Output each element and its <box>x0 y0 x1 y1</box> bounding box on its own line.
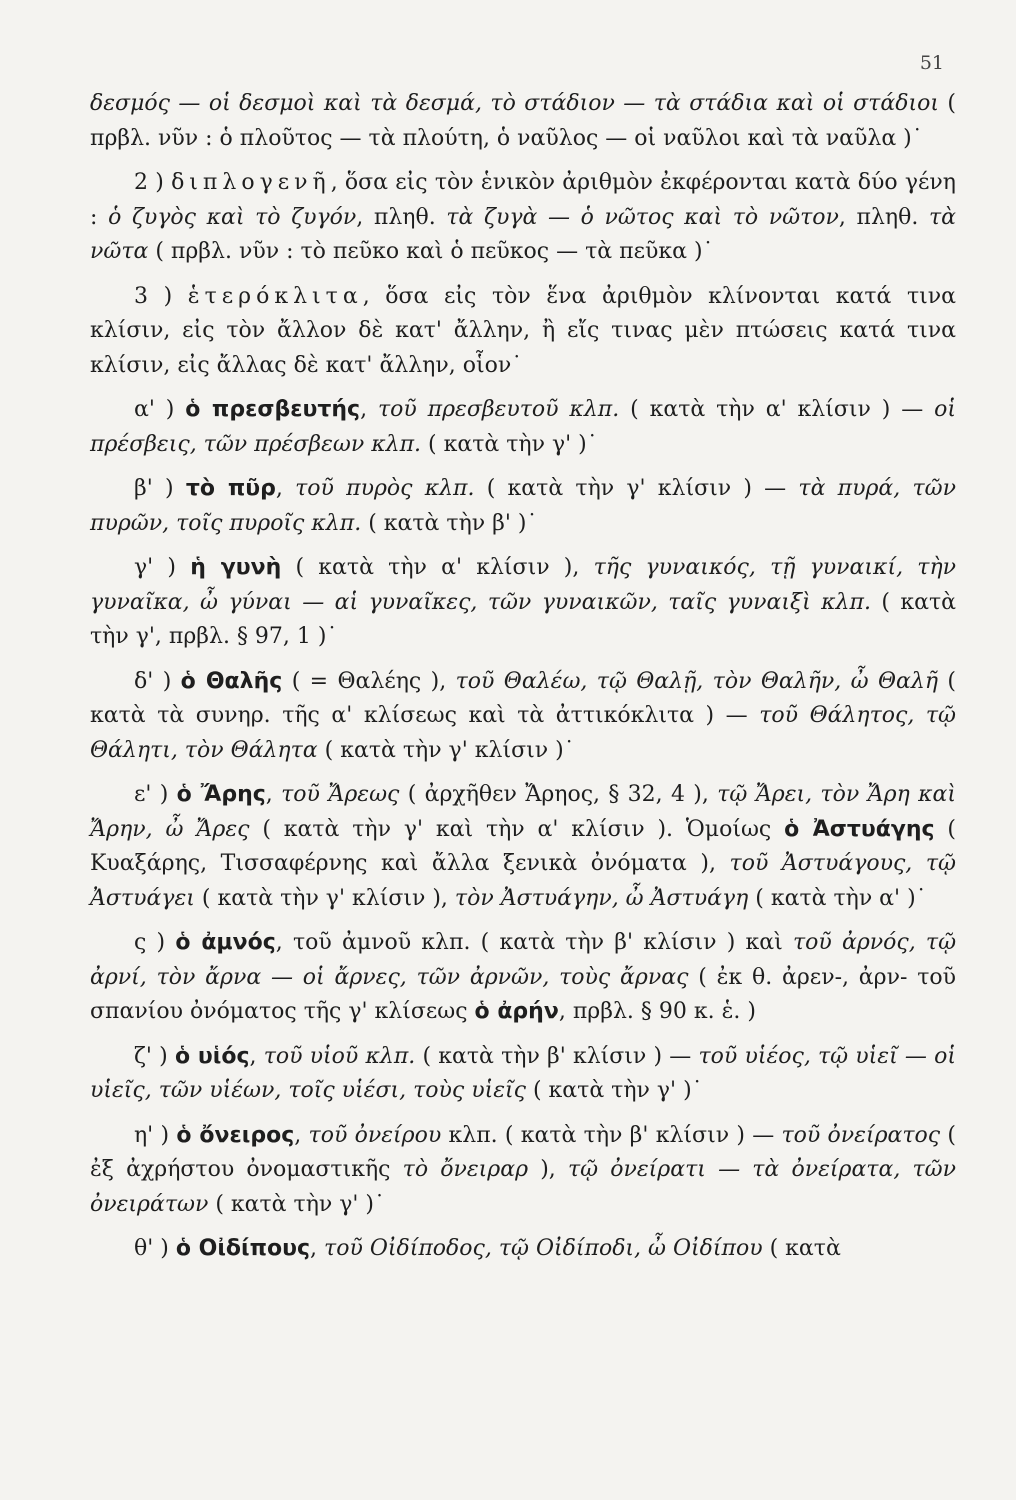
text-run: 3 ) <box>134 283 188 309</box>
text-run: γ' ) <box>134 555 191 580</box>
paragraph <box>90 472 956 541</box>
paragraph <box>90 1232 956 1267</box>
text-run: ( κατὰ τὴν γ' κλίσιν )˙ <box>317 737 575 763</box>
greek-example: οἱ πρέσβεις, τῶν πρέσβεων κλπ. <box>90 397 956 457</box>
text-run: κλπ. ( κατὰ τὴν β' κλίσιν ) — <box>441 1122 782 1148</box>
greek-example: δεσμός — οἱ δεσμοὶ καὶ τὰ δεσμά, τὸ στάδιον — τὰ στάδια καὶ οἱ στάδιοι <box>90 91 939 116</box>
text-run: ( κατὰ τὴν γ' )˙ <box>421 431 598 457</box>
headword: ὁ ἀμνός <box>175 930 276 955</box>
text-run: δ' ) <box>134 668 181 694</box>
text-run: , πληθ. <box>356 204 447 230</box>
greek-example: τοῦ Οἰδίποδος, τῷ Οἰδίποδι, ὦ Οἰδίπου <box>324 1236 763 1261</box>
text-run: ( κατὰ τὴν β' )˙ <box>361 510 538 536</box>
text-run: ( κατὰ τὴν γ' καὶ τὴν α' κλίσιν ). Ὁμοίως <box>249 816 785 842</box>
greek-example: τὰ πυρά, τῶν πυρῶν, τοῖς πυροῖς κλπ. <box>90 476 956 536</box>
text-run: , πληθ. <box>838 204 929 230</box>
paragraph <box>90 280 956 384</box>
greek-example: τῷ ὀνείρατι — τὰ ὀνείρατα, τῶν ὀνειράτων <box>90 1157 956 1217</box>
text-run: ( Κυαξάρης, Τισσαφέρνης καὶ ἄλλα ξενικὰ ὀνόματα ), <box>90 816 957 876</box>
greek-example: τοῦ υἱέος, τῷ υἱεῖ — οἱ υἱεῖς, τῶν υἱέων, τοῖς υἱέσι, τοὺς υἱεῖς <box>90 1043 956 1103</box>
greek-example: τῆς γυναικός, τῇ γυναικί, τὴν γυναῖκα, ὦ γύναι — αἱ γυναῖκες, τῶν γυναικῶν, ταῖς γυναιξὶ κλπ. <box>90 555 957 615</box>
text-run: β' ) <box>134 476 186 501</box>
text-run: ( κατὰ <box>762 1236 841 1261</box>
text-run: 2 ) <box>134 170 172 195</box>
text-run: ( κατὰ τὴν γ' κλίσιν ), <box>194 885 455 911</box>
greek-example: τῷ Ἄρει, τὸν Ἄρη καὶ Ἄρην, ὦ Ἄρες <box>90 782 957 842</box>
headword: ὁ Θαλῆς <box>180 668 283 694</box>
greek-example: τοῦ Θαλέω, τῷ Θαλῇ, τὸν Θαλῆν, ὦ Θαλῆ <box>455 668 938 694</box>
headword: ὁ πρεσβευτής <box>185 397 361 422</box>
paragraph <box>90 1119 956 1223</box>
text-run: ( ἐξ ἀχρήστου ὀνομαστικῆς <box>90 1122 956 1182</box>
text-run: η' ) <box>134 1122 177 1148</box>
greek-example: τοῦ πρεσβευτοῦ κλπ. <box>377 397 620 422</box>
text-run: ), <box>528 1157 568 1182</box>
text-run: ( κατὰ τὴν γ' )˙ <box>525 1078 703 1103</box>
headword: ὁ ὄνειρος <box>176 1122 295 1148</box>
spaced-term: ἑτερόκλιτα <box>187 283 363 309</box>
body-text <box>90 87 956 1267</box>
paragraph <box>90 778 956 916</box>
text-run: , ὅσα εἰς τὸν ἕνα ἀριθμὸν κλίνονται κατά τινα κλίσιν, εἰς τὸν ἄλλον δὲ κατ' ἄλλην, ἢ εἴς τινας μὲν πτώσεις κατά τινα κλίσιν, εἰς ἄλλας δὲ κατ' ἄλλην, οἷον˙ <box>90 283 956 378</box>
text-run: ( κατὰ τὰ συνηρ. τῆς α' κλίσεως καὶ τὰ ἀττικόκλιτα ) — <box>90 668 956 728</box>
text-run: , <box>360 397 378 422</box>
text-run: θ' ) <box>134 1236 176 1261</box>
paragraph <box>90 87 956 156</box>
headword: τὸ πῦρ <box>185 476 276 501</box>
greek-example: τοῦ ὀνείρου <box>308 1122 442 1148</box>
greek-example: τὸ ὄνειραρ <box>402 1157 529 1182</box>
text-run: ( κατὰ τὴν γ' κλίσιν ) — <box>474 476 799 501</box>
text-run: ( = Θαλέης ), <box>282 668 456 694</box>
paragraph <box>90 1040 956 1109</box>
text-run: ( κατὰ τὴν γ', πρβλ. § 97, 1 )˙ <box>90 589 956 649</box>
greek-example: τοῦ Ἀστυάγους, τῷ Ἀστυάγει <box>90 851 956 911</box>
text-run: , πρβλ. § 90 κ. ἑ. ) <box>558 999 756 1024</box>
text-run: ( κατὰ τὴν β' κλίσιν ) — <box>415 1043 699 1069</box>
text-run: , ὅσα εἰς τὸν ἑνικὸν ἀριθμὸν ἐκφέρονται κατὰ δύο γένη : <box>90 170 956 230</box>
page-number: 51 <box>919 52 944 74</box>
text-run: ς ) <box>134 930 176 955</box>
greek-example: τοῦ Θάλητος, τῷ Θάλητι, τὸν Θάλητα <box>90 703 956 763</box>
text-run: ζ' ) <box>134 1043 175 1069</box>
greek-example: τοῦ ἀρνός, τῷ ἀρνί, τὸν ἄρνα — οἱ ἄρνες, τῶν ἀρνῶν, τοὺς ἄρνας <box>90 930 957 990</box>
greek-example: τοῦ ὀνείρατος <box>781 1122 941 1148</box>
paragraph <box>90 665 956 769</box>
headword: ὁ Ἀστυάγης <box>784 816 935 842</box>
headword: ὁ ἀρήν <box>474 999 559 1024</box>
headword: ὁ Ἄρης <box>176 782 266 807</box>
text-run: , <box>265 782 282 807</box>
headword: ὁ υἱός <box>174 1043 250 1069</box>
text-run: ( κατὰ τὴν α' κλίσιν ) — <box>619 397 935 422</box>
greek-example: τὰ ζυγὰ — ὁ νῶτος καὶ τὸ νῶτον <box>446 204 839 230</box>
greek-example: ὁ ζυγὸς καὶ τὸ ζυγόν <box>108 204 357 230</box>
greek-example: τοῦ πυρὸς κλπ. <box>295 476 475 501</box>
text-run: ( κατὰ τὴν α' κλίσιν ), <box>281 555 594 580</box>
paragraph <box>90 926 956 1030</box>
text-run: ( πρβλ. νῦν : ὁ πλοῦτος — τὰ πλούτη, ὁ ναῦλος — οἱ ναῦλοι καὶ τὰ ναῦλα )˙ <box>90 91 956 151</box>
spaced-term: διπλογενῆ <box>171 170 331 195</box>
text-run: , <box>310 1236 325 1261</box>
paragraph <box>90 393 956 462</box>
text-run: α' ) <box>134 397 186 422</box>
greek-example: τὰ νῶτα <box>90 204 956 264</box>
text-run: ( κατὰ τὴν γ' )˙ <box>208 1191 386 1217</box>
greek-example: τοῦ Ἄρεως <box>281 782 400 807</box>
text-run: , <box>294 1122 309 1148</box>
text-run: , <box>275 476 296 501</box>
text-run: ( ἐκ θ. ἀρεν-, ἀρν- τοῦ σπανίου ὀνόματος τῆς γ' κλίσεως <box>90 964 956 1024</box>
paragraph <box>90 551 956 655</box>
greek-example: τὸν Ἀστυάγην, ὦ Ἀστυάγη <box>454 885 749 911</box>
paragraph <box>90 166 956 270</box>
text-run: ( κατὰ τὴν α' )˙ <box>748 885 927 911</box>
headword: ἡ γυνὴ <box>190 555 282 580</box>
text-run: , <box>249 1043 264 1069</box>
text-run: ε' ) <box>134 782 177 807</box>
text-run: , τοῦ ἀμνοῦ κλπ. ( κατὰ τὴν β' κλίσιν ) καὶ <box>275 930 793 955</box>
greek-example: τοῦ υἱοῦ κλπ. <box>263 1043 416 1069</box>
headword: ὁ Οἰδίπους <box>175 1236 311 1261</box>
text-run: ( πρβλ. νῦν : τὸ πεῦκο καὶ ὁ πεῦκος — τὰ πεῦκα )˙ <box>148 239 714 264</box>
text-run: ( ἀρχῆθεν Ἄρηος, § 32, 4 ), <box>399 782 718 807</box>
